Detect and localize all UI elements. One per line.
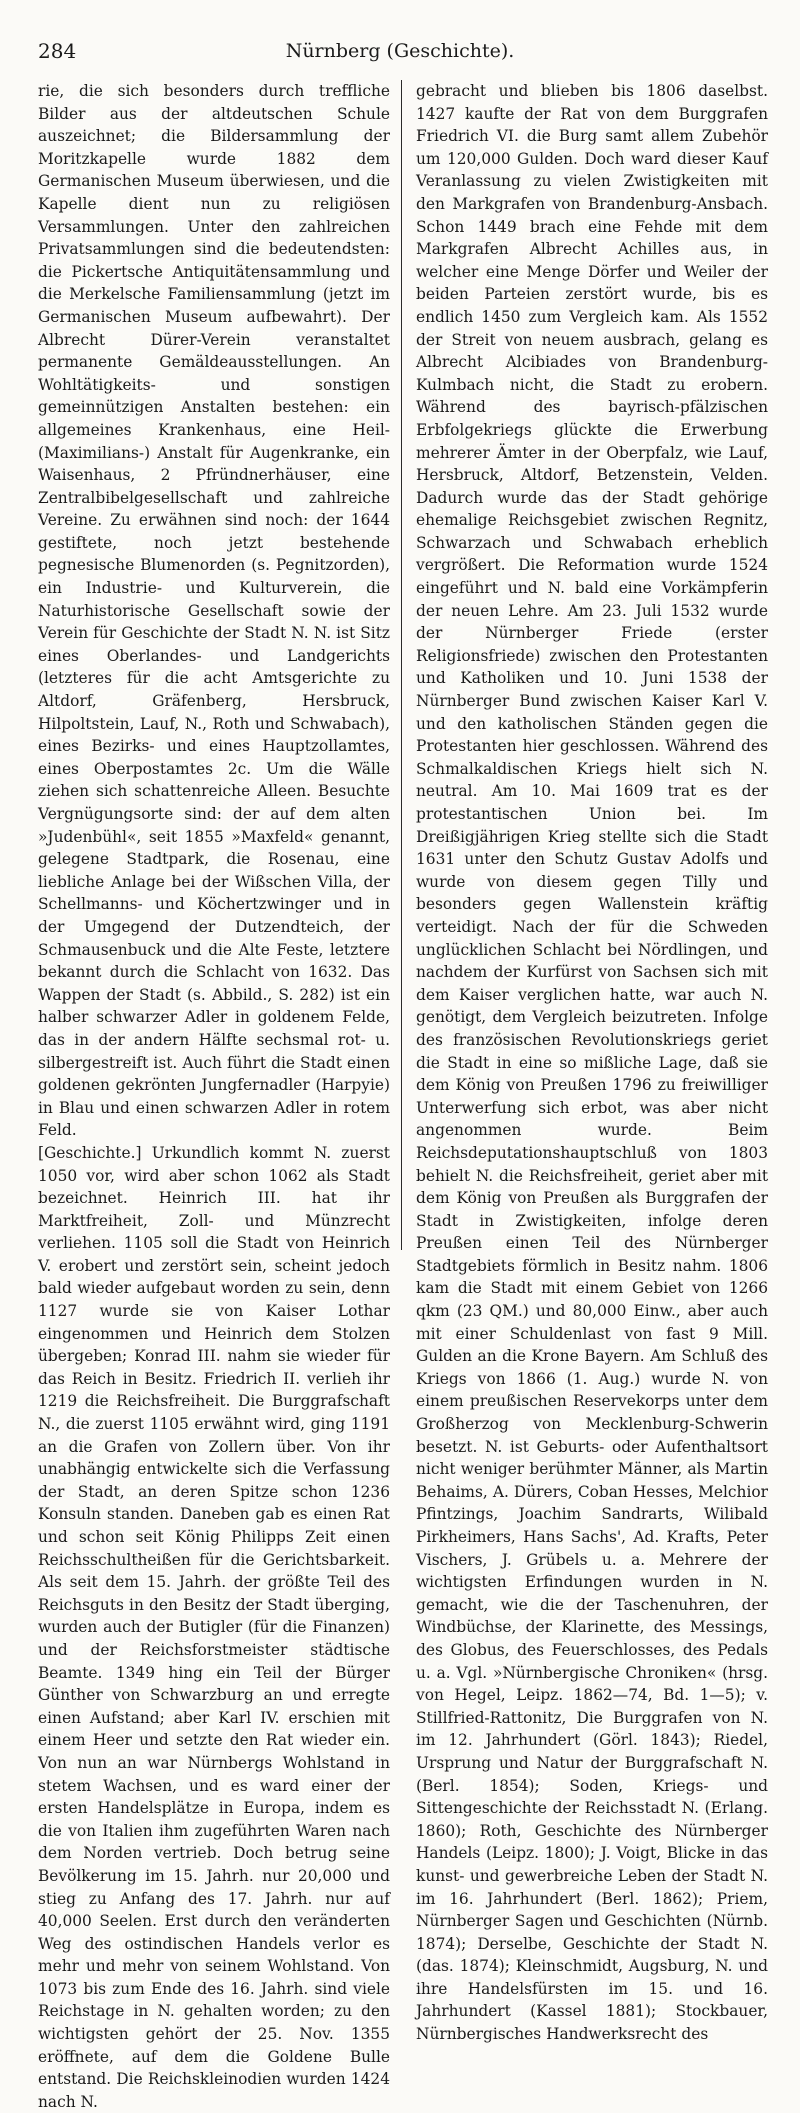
left-paragraph-1: rie, die sich besonders durch treffliche Bilder aus der altdeutschen Schule auszeichnet; die Bildersammlung der Moritzkapelle wurde 1882 dem Germanischen Museum überwiesen, und die Kapelle dient nun zu religiösen Versammlungen. Unter den zahlreichen Privatsammlungen sind die bedeutendsten: die Pickertsche Antiquitätensammlung und die Merkelsche Familiensammlung (jetzt im Germanischen Museum aufbewahrt). Der Albrecht Dürer-Verein veranstaltet permanente Gemäldeausstellungen. An Wohltätigkeits- und sonstigen gemeinnützigen Anstalten bestehen: ein allgemeines Krankenhaus, eine Heil- (Maximilians-) Anstalt für Augenkranke, ein Waisenhaus, 2 Pfründnerhäuser, eine Zentralbibelgesellschaft und zahlreiche Vereine. Zu erwähnen sind noch: der 1644 gestiftete, noch jetzt bestehende pegnesische Blumenorden (s. Pegnitzorden), ein Industrie- und Kulturverein, die Naturhistorische Gesellschaft sowie der Verein für Geschichte der Stadt N. N. ist Sitz eines Oberlandes- und Landgerichts (letzteres für die acht Amtsgerichte zu Altdorf, Gräfenberg, Hersbruck, Hilpoltstein, Lauf, N., Roth und Schwabach), eines Bezirks- und eines Hauptzollamtes, eines Oberpostamtes 2c. Um die Wälle ziehen sich schattenreiche Alleen. Besuchte Vergnügungsorte sind: der auf dem alten »Judenbühl«, seit 1855 »Maxfeld« genannt, gelegene Stadtpark, die Rosenau, eine liebliche Anlage bei der Wißschen Villa, der Schellmanns- und Köchertzwinger und in der Umgegend der Dutzendteich, der Schmausenbuck und die Alte Feste, letztere bekannt durch die Schlacht von 1632. Das Wappen der Stadt (s. Abbild., S. 282) ist ein halber schwarzer Adler in goldenem Felde, das in der andern Hälfte sechsmal rot- u. silbergestreift ist. Auch führt die Stadt einen goldenen gekrönten Jungfernadler (Harpyie) in Blau und einen schwarzen Adler in rotem Feld. [38,82,390,1140]
page-number: 284 [38,39,77,63]
left-paragraph-2 [38,1142,390,2113]
right-column [416,80,768,2044]
right-paragraph-1: gebracht und blieben bis 1806 daselbst. 1427 kaufte der Rat von dem Burggrafen Friedrich VI. die Burg samt allem Zubehör um 120,000 Gulden. Doch ward dieser Kauf Veranlassung zu vielen Zwistigkeiten mit den Markgrafen von Brandenburg-Ansbach. Schon 1449 brach eine Fehde mit dem Markgrafen Albrecht Achilles aus, in welcher eine Menge Dörfer und Weiler der beiden Parteien zerstört wurde, bis es endlich 1450 zum Vergleich kam. Als 1552 der Streit von neuem ausbrach, gelang es Albrecht Alcibiades von Brandenburg-Kulmbach nicht, die Stadt zu erobern. Während des bayrisch-pfälzischen Erbfolgekriegs glückte die Erwerbung mehrerer Ämter in der Oberpfalz, wie Lauf, Hersbruck, Altdorf, Betzenstein, Velden. Dadurch wurde das der Stadt gehörige ehemalige Reichsgebiet zwischen Regnitz, Schwarzach und Schwabach erheblich vergrößert. Die Reformation wurde 1524 eingeführt und N. bald eine Vorkämpferin der neuen Lehre. Am 23. Juli 1532 wurde der Nürnberger Friede (erster Religionsfriede) zwischen den Protestanten und Katholiken und 10. Juni 1538 der Nürnberger Bund zwischen Kaiser Karl V. und den katholischen Ständen gegen die Protestanten hier geschlossen. Während des Schmalkaldischen Kriegs hielt sich N. neutral. Am 10. Mai 1609 trat es der protestantischen Union bei. Im Dreißigjährigen Krieg stellte sich die Stadt 1631 unter den Schutz Gustav Adolfs und wurde von diesem gegen Tilly und besonders gegen Wallenstein kräftig verteidigt. Nach der für die Schweden unglücklichen Schlacht bei Nördlingen, und nachdem der Kurfürst von Sachsen sich mit dem Kaiser verglichen hatte, war auch N. genötigt, dem Vergleich beizutreten. Infolge des französischen Revolutionskriegs geriet die Stadt in eine so mißliche Lage, daß sie dem König von Preußen 1796 zu freiwilliger Unterwerfung sich erbot, was aber nicht angenommen wurde. Beim Reichsdeputationshauptschluß von 1803 behielt N. die Reichsfreiheit, geriet aber mit dem König von Preußen als Burggrafen der Stadt in Zwistigkeiten, infolge deren Preußen einen Teil des Nürnberger Stadtgebiets förmlich in Besitz nahm. 1806 kam die Stadt mit einem Gebiet von 1266 qkm (23 QM.) und 80,000 Einw., aber auch mit einer Schuldenlast von fast 9 Mill. Gulden an die Krone Bayern. Am Schluß des Kriegs von 1866 (1. Aug.) wurde N. von einem preußischen Reservekorps unter dem Großherzog von Mecklenburg-Schwerin besetzt. N. ist Geburts- oder Aufenthaltsort nicht weniger berühmter Männer, als Martin Behaims, A. Dürers, Coban Hesses, Melchior Pfintzings, Joachim Sandrarts, Wilibald Pirkheimers, Hans Sachs', Ad. Krafts, Peter Vischers, J. Grübels u. a. Mehrere der wichtigsten Erfindungen wurden in N. gemacht, wie die der Taschenuhren, der Windbüchse, der Klarinette, des Messings, des Globus, des Feuerschlosses, des Pedals u. a. Vgl. »Nürnbergische Chroniken« (hrsg. von Hegel, Leipz. 1862—74, Bd. 1—5); v. Stillfried-Rattonitz, Die Burggrafen von N. im 12. Jahrhundert (Görl. 1843); Riedel, Ursprung und Natur der Burggrafschaft N. (Berl. 1854); Soden, Kriegs- und Sittengeschichte der Reichsstadt N. (Erlang. 1860); Roth, Geschichte des Nürnberger Handels (Leipz. 1800); J. Voigt, Blicke in das kunst- und gewerbreiche Leben der Stadt N. im 16. Jahrhundert (Berl. 1862); Priem, Nürnberger Sagen und Geschichten (Nürnb. 1874); Derselbe, Geschichte der Stadt N. (das. 1874); Kleinschmidt, Augsburg, N. und ihre Handelsfürsten im 15. und 16. Jahrhundert (Kassel 1881); Stockbauer, Nürnbergisches Handwerksrecht des [416,82,768,2044]
page-header [38,38,762,68]
history-text: Urkundlich kommt N. zuerst 1050 vor, wird aber schon 1062 als Stadt bezeichnet. Heinrich III. hat ihr Marktfreiheit, Zoll- und Münzrecht verliehen. 1105 soll die Stadt von Heinrich V. erobert und zerstört sein, scheint jedoch bald wieder aufgebaut worden zu sein, denn 1127 wurde sie von Kaiser Lothar eingenommen und Heinrich dem Stolzen übergeben; Konrad III. nahm sie wieder für das Reich in Besitz. Friedrich II. verlieh ihr 1219 die Reichsfreiheit. Die Burggrafschaft N., die zuerst 1105 erwähnt wird, ging 1191 an die Grafen von Zollern über. Von ihr unabhängig entwickelte sich die Verfassung der Stadt, an deren Spitze schon 1236 Konsuln standen. Daneben gab es einen Rat und schon seit König Philipps Zeit einen Reichsschultheißen für die Gerichtsbarkeit. Als seit dem 15. Jahrh. der größte Teil des Reichsguts in den Besitz der Stadt überging, wurden auch der Butigler (für die Finanzen) und der Reichsforstmeister städtische Beamte. 1349 hing ein Teil der Bürger Günther von Schwarzburg an und erregte einen Aufstand; aber Karl IV. erschien mit einem Heer und setzte den Rat wieder ein. Von nun an war Nürnbergs Wohlstand in stetem Wachsen, und es ward einer der ersten Handelsplätze in Europa, indem es die von Italien ihm zugeführten Waren nach dem Norden vertrieb. Doch betrug seine Bevölkerung im 15. Jahrh. nur 20,000 und stieg zu Anfang des 17. Jahrh. nur auf 40,000 Seelen. Erst durch den veränderten Weg des ostindischen Handels verlor es mehr und mehr von seinem Wohlstand. Von 1073 bis zum Ende des 16. Jahrh. sind viele Reichstage in N. gehalten worden; zu den wichtigsten gehört der 25. Nov. 1355 eröffnete, auf dem die Goldene Bulle entstand. Die Reichskleinodien wurden 1424 nach N. [38,1143,390,2111]
left-column [38,80,390,2111]
running-title: Nürnberg (Geschichte). [285,40,515,62]
column-divider [401,80,402,1250]
section-label-geschichte: [Geschichte.] [38,1143,142,1162]
